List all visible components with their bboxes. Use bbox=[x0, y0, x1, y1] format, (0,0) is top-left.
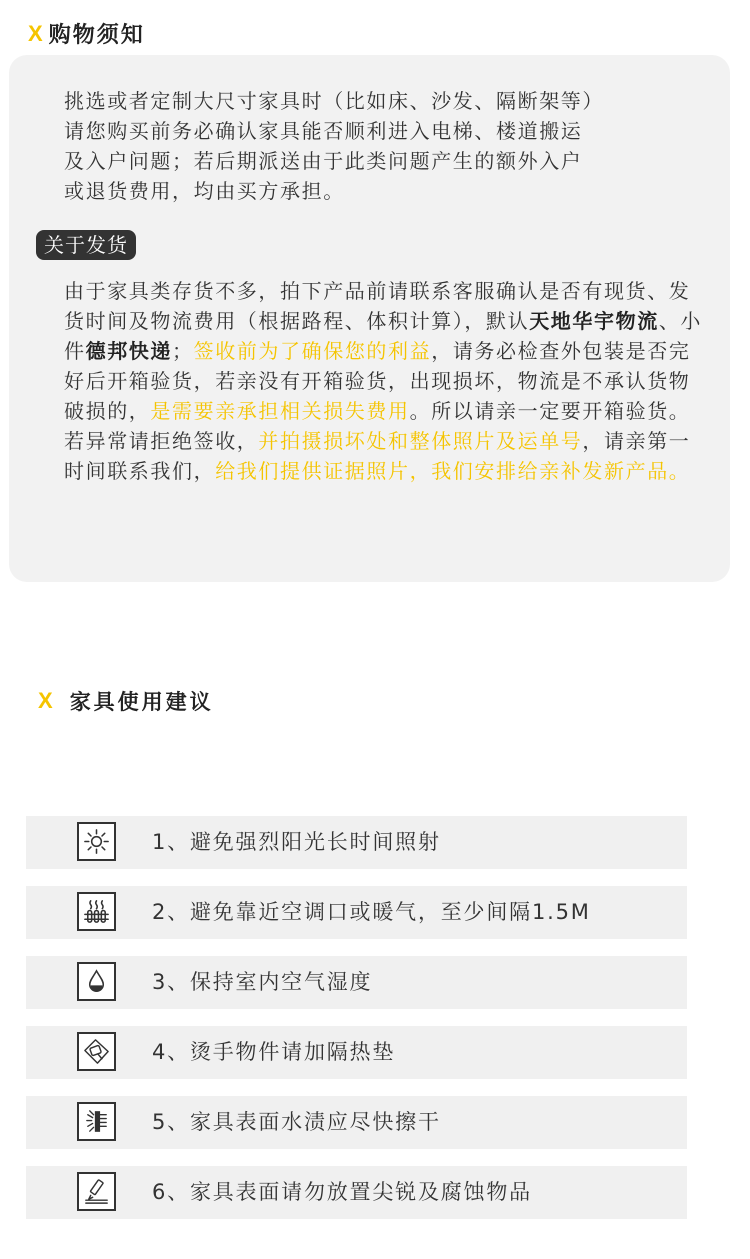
heater-icon bbox=[77, 892, 116, 931]
tip-text: 5、家具表面水渍应尽快擦干 bbox=[152, 1110, 441, 1134]
usage-advice-title: 家具使用建议 bbox=[69, 690, 214, 714]
highlight-text: 签收前为了确保您的利益 bbox=[193, 339, 432, 363]
shipping-paragraph bbox=[64, 276, 704, 486]
shipping-text: 、小件 bbox=[64, 309, 703, 363]
tip-row bbox=[26, 816, 687, 869]
shipping-text: ，请务必检查外包装是否完好后开箱验货，若亲没有开箱验货，出现损坏，物流是不承认货物破损的， bbox=[64, 339, 691, 423]
hot-pad-icon bbox=[77, 1032, 116, 1071]
shopping-notice-heading bbox=[28, 18, 145, 49]
x-mark-icon: X bbox=[28, 20, 45, 46]
carrier-name: 德邦快递 bbox=[85, 339, 173, 363]
shipping-text: ，请亲第一时间联系我们， bbox=[64, 429, 691, 483]
highlight-text: 是需要亲承担相关损失费用 bbox=[150, 399, 410, 423]
highlight-text: 给我们提供证据照片，我们安排给亲补发新产品。 bbox=[215, 459, 691, 483]
intro-line: 挑选或者定制大尺寸家具时（比如床、沙发、隔断架等） bbox=[64, 89, 604, 113]
highlight-text: 并拍摄损坏处和整体照片及运单号 bbox=[258, 429, 583, 453]
tip-text: 4、烫手物件请加隔热垫 bbox=[152, 1040, 396, 1064]
shipping-text: 由于家具类存货不多，拍下产品前请联系客服确认是否有现货、发货时间及物流费用（根据路程、体积计算），默认 bbox=[64, 279, 691, 333]
tip-row bbox=[26, 956, 687, 1009]
tip-row bbox=[26, 1096, 687, 1149]
water-drop-icon bbox=[77, 962, 116, 1001]
shopping-notice-title: 购物须知 bbox=[48, 23, 145, 48]
shipping-tag: 关于发货 bbox=[36, 230, 136, 260]
shipping-text: 。所以请亲一定要开箱验货。若异常请拒绝签收， bbox=[64, 399, 691, 453]
x-mark-icon: X bbox=[38, 688, 56, 713]
sun-icon bbox=[77, 822, 116, 861]
tip-text: 1、避免强烈阳光长时间照射 bbox=[152, 830, 441, 854]
tip-text: 6、家具表面请勿放置尖锐及腐蚀物品 bbox=[152, 1180, 532, 1204]
tip-row bbox=[26, 1026, 687, 1079]
sharp-object-icon bbox=[77, 1172, 116, 1211]
tip-row bbox=[26, 1166, 687, 1219]
intro-line: 请您购买前务必确认家具能否顺利进入电梯、楼道搬运 bbox=[64, 119, 583, 143]
intro-paragraph bbox=[64, 86, 704, 206]
carrier-name: 天地华宇物流 bbox=[529, 309, 659, 333]
usage-advice-heading bbox=[38, 686, 214, 716]
shipping-text: ； bbox=[172, 339, 194, 363]
intro-line: 及入户问题；若后期派送由于此类问题产生的额外入户 bbox=[64, 149, 583, 173]
tip-text: 3、保持室内空气湿度 bbox=[152, 970, 373, 994]
wipe-dry-icon bbox=[77, 1102, 116, 1141]
intro-line: 或退货费用，均由买方承担。 bbox=[64, 179, 345, 203]
tip-row bbox=[26, 886, 687, 939]
tip-text: 2、避免靠近空调口或暖气，至少间隔1.5M bbox=[152, 900, 591, 924]
